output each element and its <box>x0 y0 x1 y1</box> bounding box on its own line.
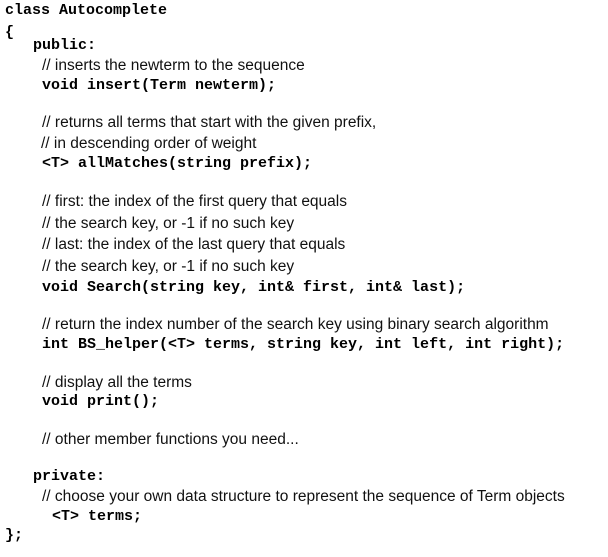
terms-comment: // choose your own data structure to represent the sequence of Term objects <box>42 488 565 505</box>
print-signature: void print(); <box>42 393 160 410</box>
all-matches-signature: <T> allMatches(string prefix); <box>42 155 313 172</box>
search-comment-3: // last: the index of the last query that equals <box>42 236 346 253</box>
close-brace: }; <box>5 527 24 544</box>
print-comment: // display all the terms <box>42 374 192 391</box>
bs-helper-comment: // return the index number of the search key using binary search algorithm <box>42 316 549 333</box>
bs-helper-signature: int BS_helper(<T> terms, string key, int left, int right); <box>42 336 565 353</box>
other-functions-comment: // other member functions you need... <box>42 431 299 448</box>
search-comment-4: // the search key, or -1 if no such key <box>42 258 295 275</box>
all-matches-comment-2: // in descending order of weight <box>41 135 257 152</box>
terms-declaration: <T> terms; <box>52 508 143 525</box>
search-comment-1: // first: the index of the first query that equals <box>42 193 347 210</box>
public-label: public: <box>33 37 97 54</box>
open-brace: { <box>5 24 15 41</box>
private-label: private: <box>33 468 106 485</box>
class-header: class Autocomplete <box>5 2 168 19</box>
search-comment-2: // the search key, or -1 if no such key <box>42 215 295 232</box>
insert-comment: // inserts the newterm to the sequence <box>42 57 305 74</box>
search-signature: void Search(string key, int& first, int& last); <box>42 279 466 296</box>
all-matches-comment-1: // returns all terms that start with the given prefix, <box>42 114 377 131</box>
insert-signature: void insert(Term newterm); <box>42 77 277 94</box>
